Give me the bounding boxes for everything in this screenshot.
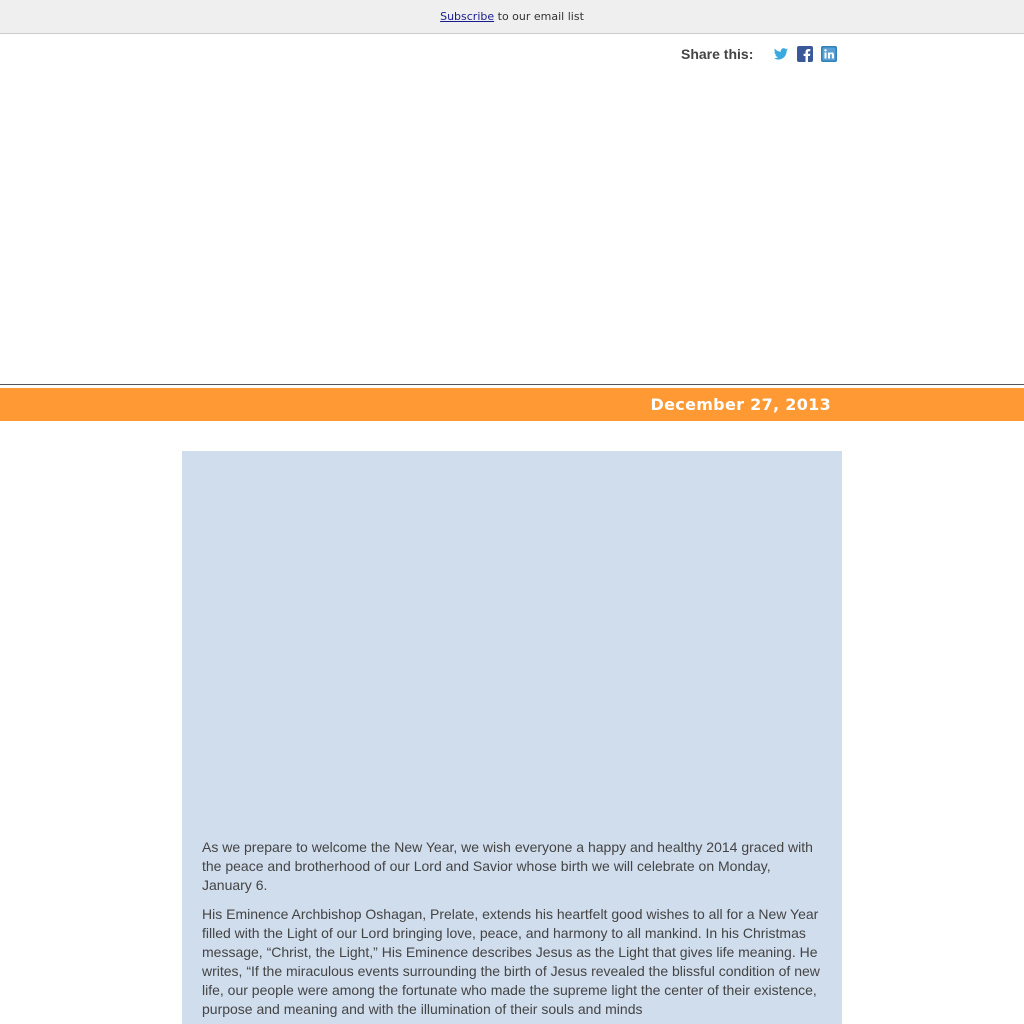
date-banner bbox=[0, 388, 1024, 421]
facebook-icon[interactable] bbox=[797, 46, 813, 62]
subscribe-suffix: to our email list bbox=[494, 10, 584, 23]
linkedin-icon[interactable] bbox=[821, 46, 837, 62]
header-divider bbox=[0, 384, 1024, 385]
article-paragraph: As we prepare to welcome the New Year, we wish everyone a happy and healthy 2014 graced with the peace and brotherhood of our Lord and Savior whose birth we will celebrate on Monday, January 6. bbox=[202, 839, 813, 893]
issue-date: December 27, 2013 bbox=[650, 395, 831, 414]
article-panel bbox=[182, 451, 842, 1024]
subscribe-link[interactable]: Subscribe bbox=[440, 10, 495, 23]
twitter-icon[interactable] bbox=[773, 46, 789, 62]
article-body bbox=[202, 838, 822, 1024]
share-label: Share this: bbox=[681, 46, 754, 62]
subscribe-bar bbox=[0, 0, 1024, 34]
share-bar bbox=[681, 44, 837, 64]
article-paragraph: His Eminence Archbishop Oshagan, Prelate, extends his heartfelt good wishes to all for a New Year filled with the Light of our Lord bringing love, peace, and harmony to all mankind. In his Christmas message, “Christ, the Light,” His Eminence describes Jesus as the Light that gives life meaning. He writes, “If the miraculous events surrounding the birth of Jesus revealed the blissful condition of new life, our people were among the fortunate who made the supreme light the center of their existence, purpose and meaning and with the illumination of their souls and minds bbox=[202, 906, 820, 1017]
